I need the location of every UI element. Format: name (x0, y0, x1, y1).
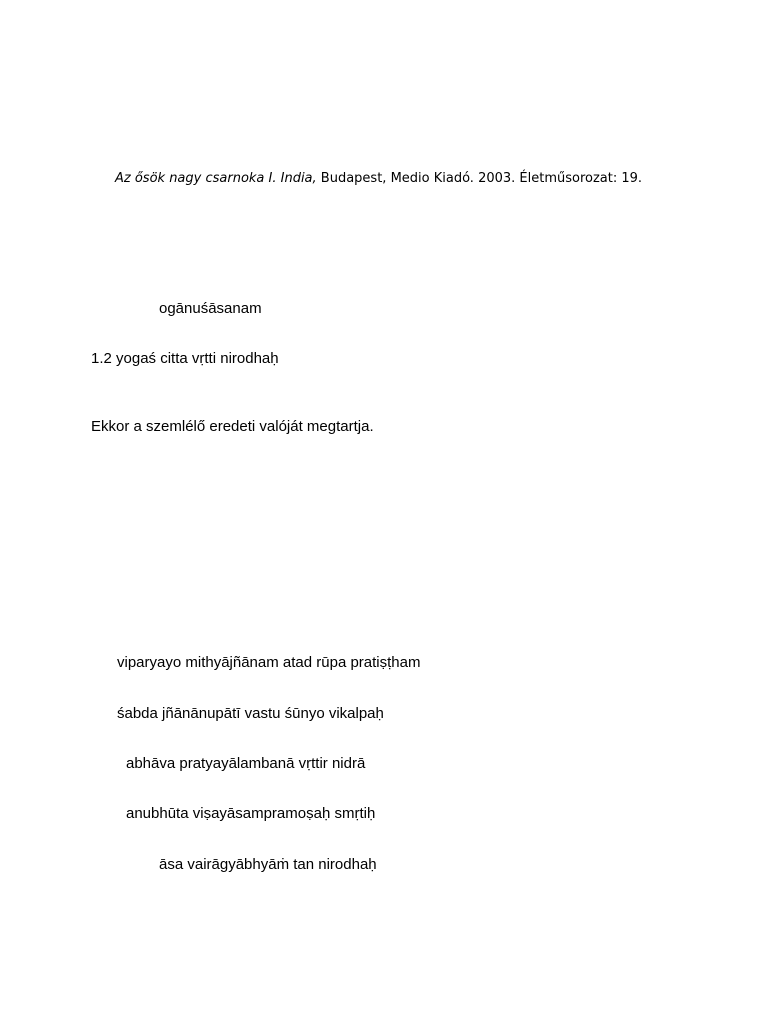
text-line-8: āsa vairāgyābhyāṁ tan nirodhaḥ (159, 856, 377, 873)
citation-details: Budapest, Medio Kiadó. 2003. Életműsorozat: 19. (316, 171, 643, 186)
citation-title: Az ősök nagy csarnoka I. India, (115, 171, 317, 186)
text-line-4: viparyayo mithyājñānam atad rūpa pratiṣṭham (117, 654, 421, 671)
text-line-7: anubhūta viṣayāsampramoṣaḥ smṛtiḥ (126, 805, 376, 822)
text-line-2: 1.2 yogaś citta vṛtti nirodhaḥ (91, 350, 279, 367)
text-line-3: Ekkor a szemlélő eredeti valóját megtartja. (91, 418, 374, 435)
text-line-6: abhāva pratyayālambanā vṛttir nidrā (126, 755, 366, 772)
text-line-5: śabda jñānānupātī vastu śūnyo vikalpaḥ (117, 705, 384, 722)
citation-line (115, 171, 642, 187)
text-line-1: ogānuśāsanam (159, 300, 262, 317)
